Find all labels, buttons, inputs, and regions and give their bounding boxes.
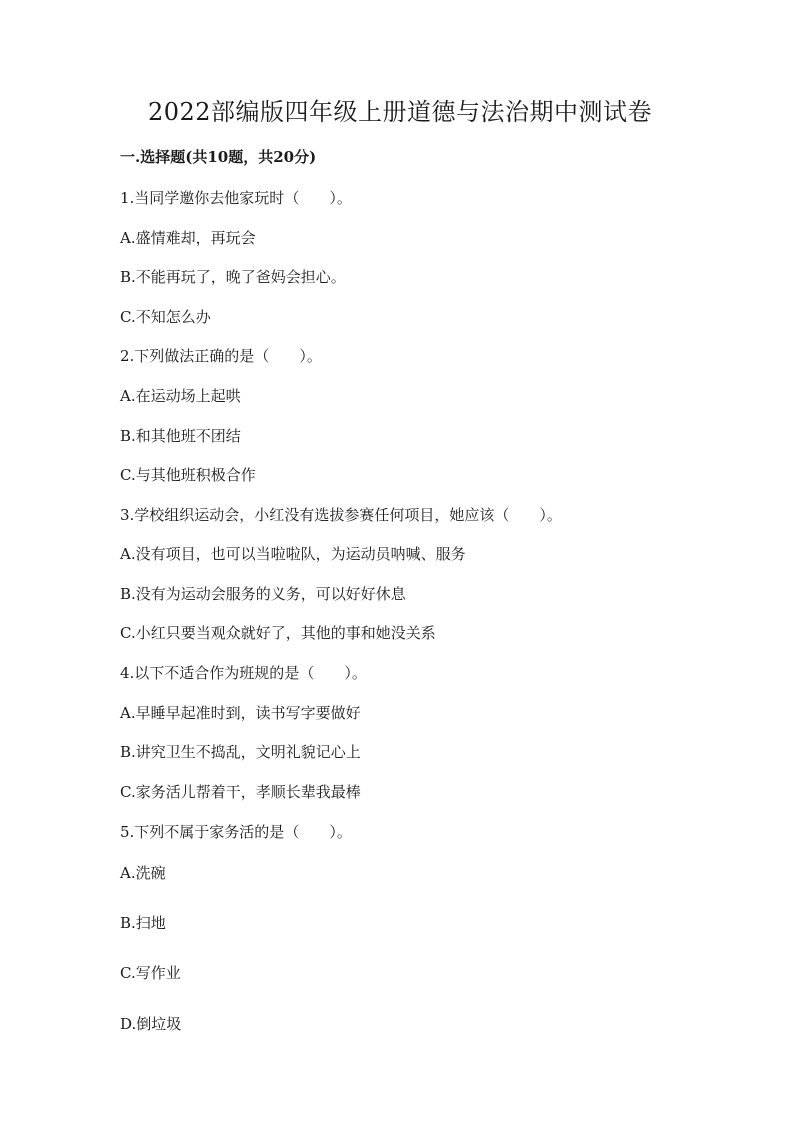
question-stem: 1.当同学邀你去他家玩时（ ）。 bbox=[120, 189, 352, 207]
answer-option: A.没有项目，也可以当啦啦队，为运动员呐喊、服务 bbox=[120, 545, 466, 563]
question-stem: 4.以下不适合作为班规的是（ ）。 bbox=[120, 664, 367, 682]
answer-option: C.家务活儿帮着干，孝顺长辈我最棒 bbox=[120, 783, 361, 801]
section-heading: 一.选择题(共10题，共20分) bbox=[120, 148, 317, 166]
answer-option: C.小红只要当观众就好了，其他的事和她没关系 bbox=[120, 624, 436, 642]
answer-option: C.写作业 bbox=[120, 964, 181, 982]
answer-option: B.扫地 bbox=[120, 914, 166, 932]
answer-option: B.没有为运动会服务的义务，可以好好休息 bbox=[120, 585, 406, 603]
answer-option: B.和其他班不团结 bbox=[120, 427, 241, 445]
answer-option: C.与其他班积极合作 bbox=[120, 466, 256, 484]
answer-option: D.倒垃圾 bbox=[120, 1015, 182, 1033]
answer-option: C.不知怎么办 bbox=[120, 308, 211, 326]
answer-option: A.洗碗 bbox=[120, 864, 166, 882]
answer-option: A.早睡早起准时到，读书写字要做好 bbox=[120, 704, 361, 722]
page-title: 2022部编版四年级上册道德与法治期中测试卷 bbox=[147, 98, 653, 126]
answer-option: B.讲究卫生不捣乱，文明礼貌记心上 bbox=[120, 743, 361, 761]
question-stem: 2.下列做法正确的是（ ）。 bbox=[120, 347, 322, 365]
question-stem: 3.学校组织运动会，小红没有选拔参赛任何项目，她应该（ ）。 bbox=[120, 506, 562, 524]
answer-option: A.盛情难却，再玩会 bbox=[120, 229, 256, 247]
answer-option: B.不能再玩了，晚了爸妈会担心。 bbox=[120, 268, 346, 286]
question-stem: 5.下列不属于家务活的是（ ）。 bbox=[120, 823, 352, 841]
answer-option: A.在运动场上起哄 bbox=[120, 387, 241, 405]
